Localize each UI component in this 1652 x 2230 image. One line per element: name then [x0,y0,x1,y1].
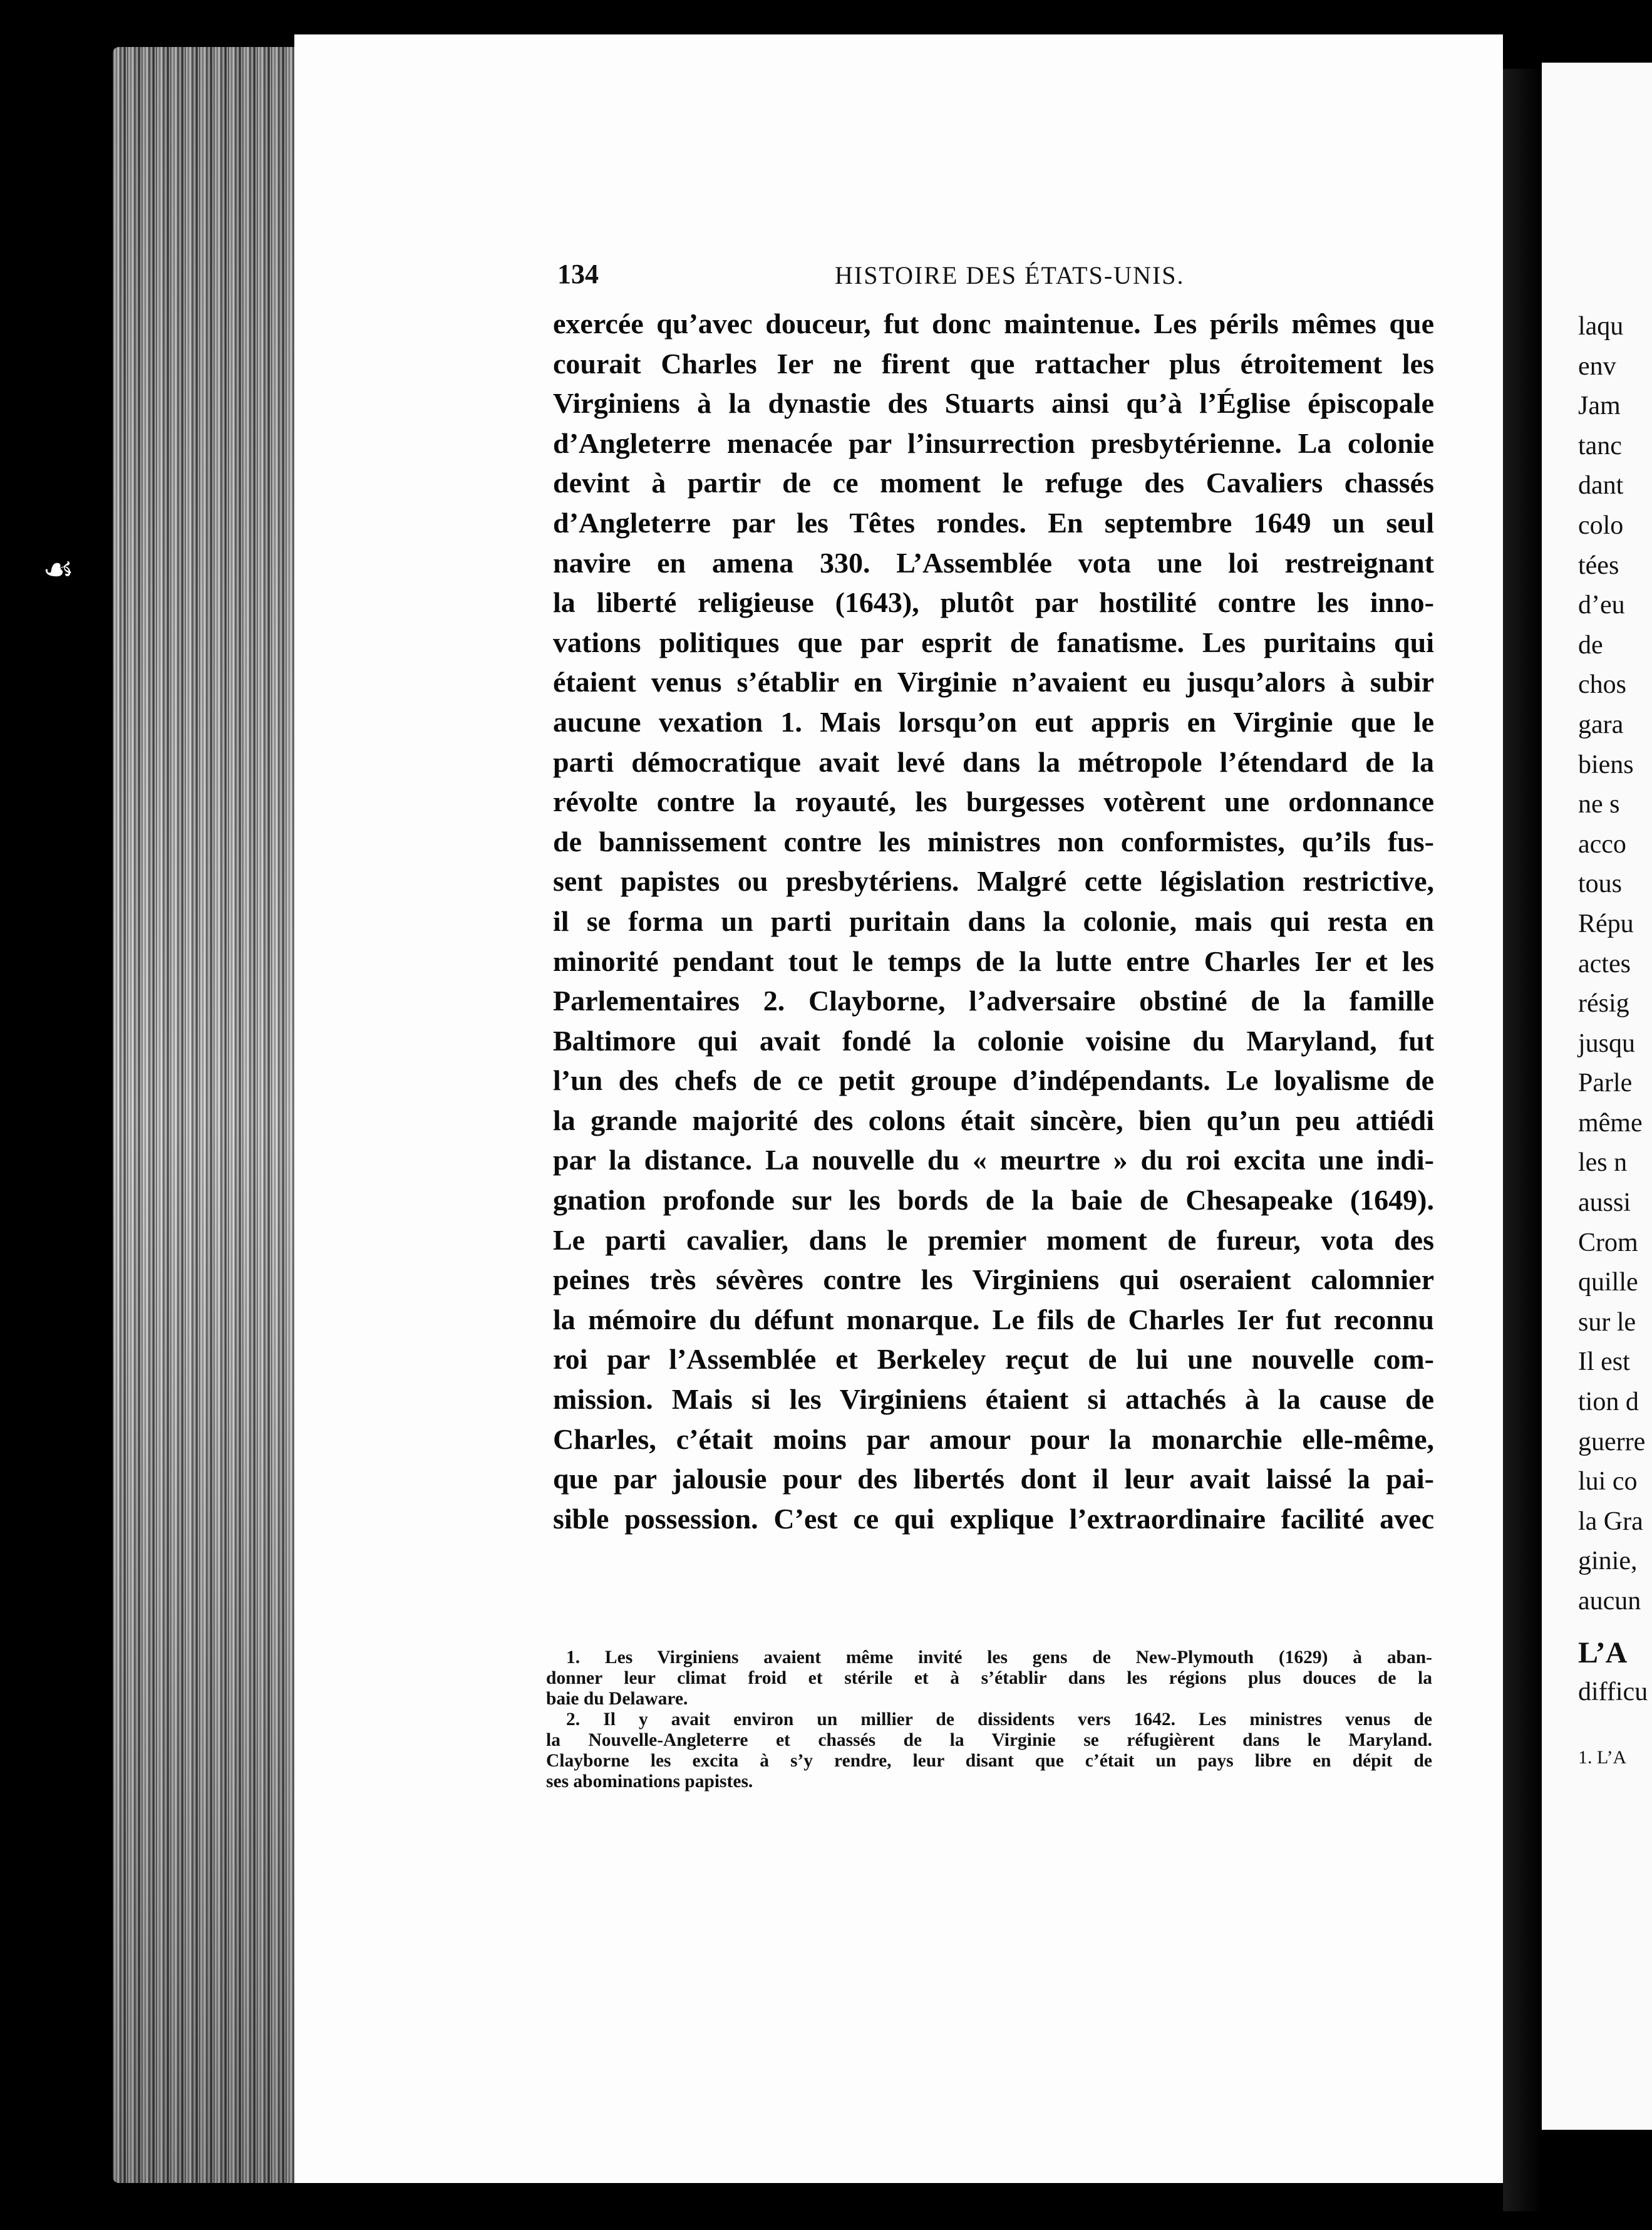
body-line: étaient venus s’établir en Virginie n’avaient eu jusqu’alors à subir [553,666,1434,698]
facing-page-line: env [1578,351,1616,381]
page-number: 134 [557,259,599,289]
body-line: révolte contre la royauté, les burgesses votèrent une ordonnance [553,786,1434,818]
body-line: d’Angleterre menacée par l’insurrection presbytérienne. La colonie [553,427,1434,459]
body-line: mission. Mais si les Virginiens étaient si attachés à la cause de [553,1383,1434,1416]
facing-page-line: tées [1578,551,1619,580]
body-line: de bannissement contre les ministres non conformistes, qu’ils fus- [553,825,1434,858]
facing-page-line: quille [1578,1268,1638,1297]
body-line: sible possession. C’est ce qui explique l’extraordinaire facilité avec [553,1502,1434,1535]
running-title: HISTOIRE DES ÉTATS-UNIS. [835,261,1185,289]
facing-page-line: la Gra [1578,1507,1643,1536]
body-line: minorité pendant tout le temps de la lutte entre Charles Ier et les [553,945,1434,977]
facing-page-line: résig [1578,989,1629,1019]
body-line: vations politiques que par esprit de fanatisme. Les puritains qui [553,626,1434,658]
book-page-edges [113,47,301,2183]
body-line: navire en amena 330. L’Assemblée vota une loi restreignant [553,546,1434,579]
footnote-line: ses abominations papistes. [546,1771,753,1792]
body-line: la mémoire du défunt monarque. Le fils de Charles Ier fut reconnu [553,1303,1434,1335]
body-line: par la distance. La nouvelle du « meurtre » du roi excita une indi- [553,1144,1434,1176]
facing-page-line: acco [1578,829,1626,859]
body-line: sent papistes ou presbytériens. Malgré cette législation restrictive, [553,865,1434,898]
facing-page-line: dant [1578,471,1624,500]
body-line: Charles, c’était moins par amour pour la monarchie elle-même, [553,1423,1434,1455]
body-text [553,304,1434,1538]
footnotes [546,1647,1432,1792]
facing-page-line: Il est [1578,1347,1630,1377]
body-line: la liberté religieuse (1643), plutôt par hostilité contre les inno- [553,586,1434,619]
facing-page-line: tanc [1578,431,1622,460]
facing-page-line: colo [1578,511,1624,540]
footnote-line: Clayborne les excita à s’y rendre, leur disant que c’était un pays libre en dépit de [546,1751,1432,1771]
facing-page-line: tous [1578,869,1623,899]
facing-page-line: laqu [1578,312,1624,341]
footnote [546,1709,1432,1792]
footnote-line: la Nouvelle-Angleterre et chassés de la Virginie se réfugièrent dans le Maryland. [546,1730,1432,1750]
margin-mark: ☙ [43,549,75,590]
facing-page-line: lui co [1578,1467,1638,1496]
book-gutter [1503,69,1542,2211]
facing-page-line: ne s [1578,790,1620,819]
body-line: aucune vexation 1. Mais lorsqu’on eut appris en Virginie que le [553,705,1434,738]
facing-page-line: difficu [1578,1678,1648,1707]
facing-page-footnote: 1. L’A [1578,1746,1627,1768]
facing-page-line: actes [1578,949,1631,978]
footnote [546,1647,1432,1709]
facing-page-line: biens [1578,750,1634,779]
facing-page-line: d’eu [1578,591,1625,620]
facing-page-line: Parle [1578,1069,1633,1098]
body-line: courait Charles Ier ne firent que rattacher plus étroitement les [553,347,1434,380]
facing-page-line: chos [1578,670,1626,700]
facing-page-line: de [1578,630,1603,660]
facing-page-line: guerre [1578,1427,1646,1456]
facing-page-line: aucun [1578,1587,1641,1615]
body-line: la grande majorité des colons était sincère, bien qu’un peu attiédi [553,1104,1434,1136]
facing-page-text [1578,307,1652,1777]
facing-page-line: tion d [1578,1387,1639,1417]
facing-page-line: Crom [1578,1228,1638,1257]
footnote-line: baie du Delaware. [546,1689,688,1709]
body-line: Virginiens à la dynastie des Stuarts ainsi qu’à l’Église épiscopale [553,387,1434,420]
body-line: peines très sévères contre les Virginiens qui oseraient calomnier [553,1263,1434,1296]
facing-page-line: Répu [1578,909,1634,938]
body-line: d’Angleterre par les Têtes rondes. En septembre 1649 un seul [553,506,1434,539]
facing-page-line: gara [1578,710,1624,739]
body-line: Baltimore qui avait fondé la colonie voisine du Maryland, fut [553,1024,1434,1057]
facing-page-line: aussi [1578,1188,1631,1218]
body-line: gnation profonde sur les bords de la baie de Chesapeake (1649). [553,1184,1434,1216]
body-line: Le parti cavalier, dans le premier moment de fureur, vota des [553,1223,1434,1256]
facing-page-line: même [1578,1108,1643,1138]
facing-page-line: L’A [1578,1636,1628,1669]
body-line: l’un des chefs de ce petit groupe d’indépendants. Le loyalisme de [553,1064,1434,1097]
running-header [557,258,1434,296]
body-line: il se forma un parti puritain dans la colonie, mais qui resta en [553,905,1434,937]
footnote-line: 2. Il y avait environ un millier de dissidents vers 1642. Les ministres venus de [566,1709,1432,1730]
body-line: parti démocratique avait levé dans la métropole l’étendard de la [553,745,1434,778]
footnote-line: donner leur climat froid et stérile et à s’établir dans les régions plus douces de la [546,1668,1432,1688]
body-line: roi par l’Assemblée et Berkeley reçut de lui une nouvelle com- [553,1343,1434,1376]
facing-page-line: jusqu [1578,1029,1636,1058]
body-line: exercée qu’avec douceur, fut donc maintenue. Les périls mêmes que [553,308,1434,340]
body-line: que par jalousie pour des libertés dont il leur avait laissé la pai- [553,1463,1434,1495]
body-line: Parlementaires 2. Clayborne, l’adversaire obstiné de la famille [553,985,1434,1017]
facing-page-line: les n [1578,1148,1628,1178]
facing-page-line: sur le [1578,1307,1636,1337]
body-line: devint à partir de ce moment le refuge des Cavaliers chassés [553,467,1434,499]
facing-page-line: Jam [1578,392,1621,421]
facing-page-line: ginie, [1578,1547,1638,1576]
footnote-line: 1. Les Virginiens avaient même invité les gens de New-Plymouth (1629) à aban- [566,1647,1432,1667]
